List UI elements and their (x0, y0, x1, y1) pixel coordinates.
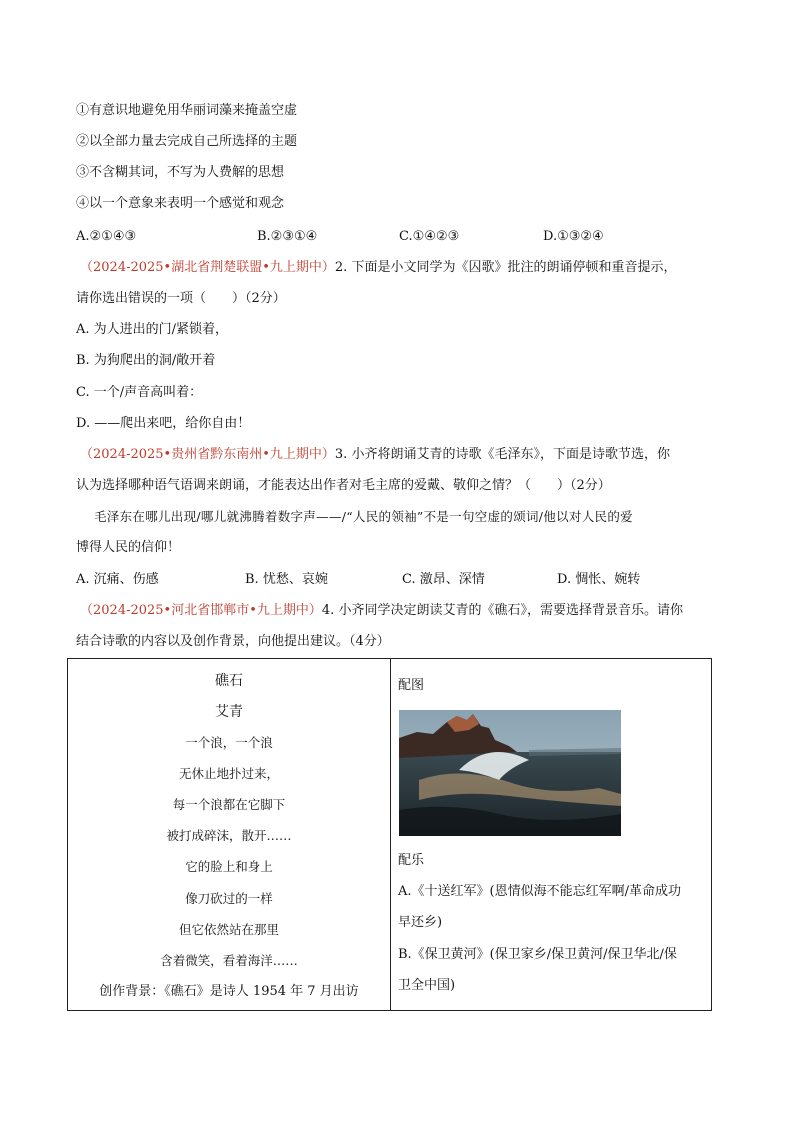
statement-3: ③不含糊其词，不写为人费解的思想 (76, 165, 285, 180)
music-option-b-line2: 卫全中国) (398, 978, 456, 993)
music-option-a-line1: A.《十送红军》(恩情似海不能忘红军啊/革命成功 (398, 884, 681, 899)
q2-choice-d: D. ——爬出来吧，给你自由！ (76, 416, 251, 431)
q1-choice-b: B.②③①④ (257, 229, 318, 244)
q3-choice-d: D. 惆怅、婉转 (557, 572, 641, 587)
poem-background: 创作背景：《礁石》是诗人 1954 年 7 月出访 (99, 984, 359, 999)
music-option-b-line1: B.《保卫黄河》(保卫家乡/保卫黄河/保卫华北/保 (398, 947, 677, 962)
poem-music-table (67, 658, 712, 1011)
q3-choice-b: B. 忧愁、哀婉 (245, 572, 328, 587)
poem-line: 它的脸上和身上 (185, 859, 273, 874)
poem-line: 但它依然站在那里 (178, 922, 279, 937)
q2-choice-b: B. 为狗爬出的洞/敞开着 (76, 353, 216, 368)
q2-choice-c: C. 一个/声音高叫着： (76, 385, 203, 400)
q3-source: （2024-2025•贵州省黔东南州•九上期中） (80, 447, 335, 462)
sea-reef-photo (399, 710, 621, 836)
poem-author: 艾青 (215, 704, 243, 720)
picture-label: 配图 (398, 678, 425, 693)
music-label: 配乐 (398, 853, 425, 868)
poem-line: 像刀砍过的一样 (185, 891, 273, 906)
music-option-a-line2: 早还乡) (398, 915, 443, 930)
q1-choices (76, 227, 604, 247)
media-cell (391, 659, 712, 1011)
q2-stem-line2: 请你选出错误的一项（ ）（2分） (76, 291, 286, 306)
q3-stem-line2: 认为选择哪种语气语调来朗诵，才能表达出作者对毛主席的爱戴、敬仰之情？（ ）（2分） (76, 478, 611, 493)
q3-stem-line1: （2024-2025•贵州省黔东南州•九上期中）3. 小齐将朗诵艾青的诗歌《毛泽东》，下面是诗歌节选，你 (80, 447, 670, 462)
statement-1: ①有意识地避免用华丽词藻来掩盖空虚 (76, 103, 298, 118)
q2-source: （2024-2025•湖北省荆楚联盟•九上期中） (80, 260, 335, 275)
q3-choice-a: A. 沉痛、伤感 (76, 572, 159, 587)
poem-line: 一个浪，一个浪 (185, 735, 273, 750)
q2-stem-line1: （2024-2025•湖北省荆楚联盟•九上期中）2. 下面是小文同学为《囚歌》批注的朗诵停顿和重音提示， (80, 260, 677, 275)
q4-stem-line2: 结合诗歌的内容以及创作背景，向他提出建议。（4分） (76, 634, 390, 649)
q3-poem-line1: 毛泽东在哪儿出现/哪儿就沸腾着数字声——/“人民的领袖”不是一句空虚的颂词/他以对人民的爱 (94, 509, 633, 524)
q1-choice-d: D.①③②④ (543, 229, 604, 244)
q1-choice-a: A.②①④③ (76, 229, 137, 244)
poem-title: 礁石 (215, 673, 243, 689)
poem-line: 每一个浪都在它脚下 (172, 797, 286, 812)
poem-line: 无休止地扑过来， (178, 766, 279, 781)
statement-4: ④以一个意象来表明一个感觉和观念 (76, 196, 285, 211)
q3-poem-line2: 博得人民的信仰！ (76, 540, 181, 555)
q3-choice-c: C. 激昂、深情 (402, 572, 485, 587)
q4-source: （2024-2025•河北省邯郸市•九上期中） (80, 603, 322, 618)
poem-line: 含着微笑，看着海洋…… (160, 953, 298, 968)
statement-2: ②以全部力量去完成自己所选择的主题 (76, 134, 298, 149)
q3-choices (76, 570, 640, 590)
q4-stem-line1: （2024-2025•河北省邯郸市•九上期中）4. 小齐同学决定朗读艾青的《礁石》，需要选择背景音乐。请你 (80, 603, 683, 618)
q1-choice-c: C.①④②③ (399, 229, 460, 244)
poem-line: 被打成碎沫，散开…… (166, 828, 292, 843)
q2-choice-a: A. 为人进出的门/紧锁着， (76, 322, 229, 337)
poem-cell (68, 659, 391, 1011)
